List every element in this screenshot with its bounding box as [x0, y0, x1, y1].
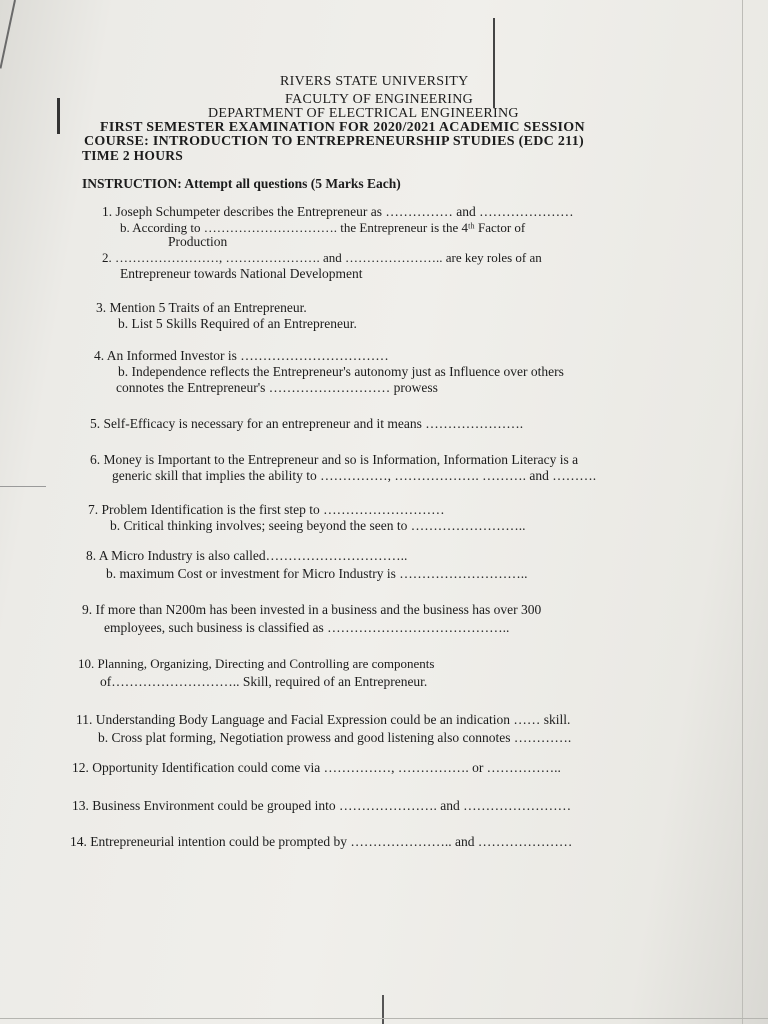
- question-1: 1. Joseph Schumpeter describes the Entrepreneur as …………… and …………………: [102, 204, 574, 219]
- question-2: 2. ……………………, …………………. and ………………….. are key roles of an: [102, 250, 542, 265]
- question-7: 7. Problem Identification is the first step to ………………………: [88, 502, 445, 517]
- question-4b: b. Independence reflects the Entrepreneur's autonomy just as Influence over others: [118, 364, 564, 379]
- exam-time: TIME 2 HOURS: [82, 148, 184, 163]
- paper-edge: [742, 0, 743, 1024]
- pen-mark: [57, 98, 60, 134]
- question-4b-cont: connotes the Entrepreneur's ……………………… prowess: [116, 380, 438, 395]
- question-13: 13. Business Environment could be grouped into …………………. and ……………………: [72, 798, 572, 813]
- pen-mark: [493, 18, 495, 108]
- question-2-cont: Entrepreneur towards National Development: [120, 266, 363, 281]
- question-8b: b. maximum Cost or investment for Micro Industry is ………………………..: [106, 566, 528, 581]
- page-bottom-edge: [0, 1018, 768, 1019]
- question-9: 9. If more than N200m has been invested in a business and the business has over 300: [82, 602, 542, 617]
- question-12: 12. Opportunity Identification could come via ……………, ……………. or ……………..: [72, 760, 561, 775]
- question-3b: b. List 5 Skills Required of an Entrepreneur.: [118, 316, 357, 331]
- question-9-cont: employees, such business is classified as …………………………………..: [104, 620, 510, 635]
- question-1b-cont: Production: [168, 234, 228, 249]
- question-7b: b. Critical thinking involves; seeing beyond the seen to ……………………..: [110, 518, 526, 533]
- question-4: 4. An Informed Investor is ……………………………: [94, 348, 389, 363]
- question-3: 3. Mention 5 Traits of an Entrepreneur.: [96, 300, 307, 315]
- instruction-line: INSTRUCTION: Attempt all questions (5 Marks Each): [82, 176, 401, 191]
- question-11b: b. Cross plat forming, Negotiation prowess and good listening also connotes ………….: [98, 730, 572, 745]
- question-1b: b. According to …………………………. the Entrepreneur is the 4ᵗʰ Factor of: [120, 220, 526, 235]
- question-10-cont: of……………………….. Skill, required of an Entrepreneur.: [100, 674, 428, 689]
- question-11: 11. Understanding Body Language and Facial Expression could be an indication …… skill.: [76, 712, 571, 727]
- university-name: RIVERS STATE UNIVERSITY: [280, 74, 469, 89]
- department-name: DEPARTMENT OF ELECTRICAL ENGINEERING: [208, 106, 519, 121]
- course-title: COURSE: INTRODUCTION TO ENTREPRENEURSHIP STUDIES (EDC 211): [84, 134, 584, 149]
- faculty-name: FACULTY OF ENGINEERING: [285, 92, 474, 107]
- question-5: 5. Self-Efficacy is necessary for an entrepreneur and it means ………………….: [90, 416, 524, 431]
- exam-title: FIRST SEMESTER EXAMINATION FOR 2020/2021 ACADEMIC SESSION: [100, 120, 585, 135]
- question-10: 10. Planning, Organizing, Directing and Controlling are components: [78, 656, 435, 671]
- question-6: 6. Money is Important to the Entrepreneur and so is Information, Information Literacy is a: [90, 452, 579, 467]
- pen-mark: [382, 995, 384, 1024]
- question-8: 8. A Micro Industry is also called…………………………..: [86, 548, 408, 563]
- question-6-cont: generic skill that implies the ability to ……………, ………………. ………. and ……….: [112, 468, 597, 483]
- margin-dash: [0, 486, 46, 487]
- question-14: 14. Entrepreneurial intention could be prompted by ………………….. and …………………: [70, 834, 573, 849]
